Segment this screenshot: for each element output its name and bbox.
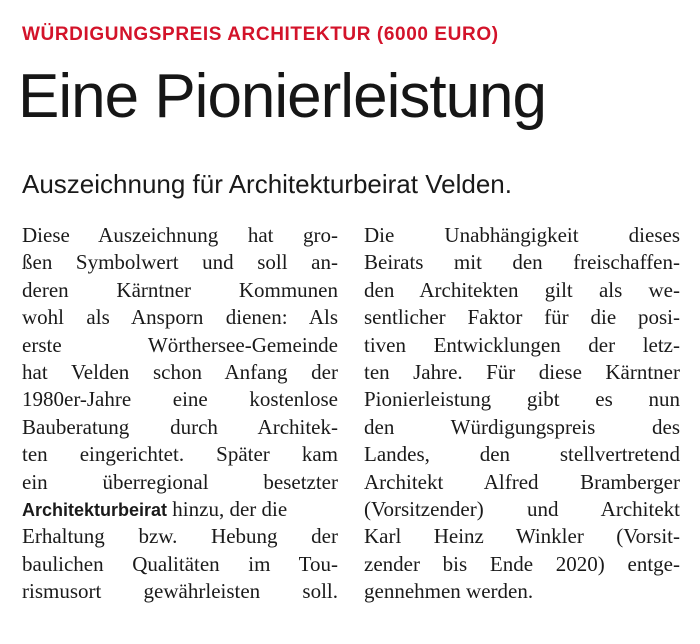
body-line-bold-term xyxy=(22,496,338,523)
bold-line-rest: hinzu, der die xyxy=(167,496,288,521)
body-line: ßen Symbolwert und soll an- xyxy=(22,250,338,275)
body-line: (Vorsitzender) und Architekt xyxy=(364,496,680,521)
body-line: Landes, den stellvertretend xyxy=(364,442,680,467)
body-line: erste Wörthersee-Gemeinde xyxy=(22,332,338,357)
body-line: den Architekten gilt als we- xyxy=(364,277,680,302)
body-column-left xyxy=(22,222,338,605)
body-line: ten Jahre. Für diese Kärntner xyxy=(364,359,680,384)
body-column-right xyxy=(364,222,680,605)
body-line: ten eingerichtet. Später kam xyxy=(22,442,338,467)
headline: Eine Pionierleistung xyxy=(18,62,547,131)
body-line: hat Velden schon Anfang der xyxy=(22,359,338,384)
body-line: den Würdigungspreis des xyxy=(364,414,680,439)
body-line: 1980er-Jahre eine kostenlose xyxy=(22,387,338,412)
body-line: baulichen Qualitäten im Tou- xyxy=(22,551,338,576)
body-line: wohl als Ansporn dienen: Als xyxy=(22,305,338,330)
body-line: zender bis Ende 2020) entge- xyxy=(364,551,680,576)
body-line: Diese Auszeichnung hat gro- xyxy=(22,223,338,247)
body-line: deren Kärntner Kommunen xyxy=(22,277,338,302)
body-line: sentlicher Faktor für die posi- xyxy=(364,305,680,330)
body-line: Erhaltung bzw. Hebung der xyxy=(22,524,338,549)
body-line: tiven Entwicklungen der letz- xyxy=(364,332,680,357)
body-line: Architekt Alfred Bramberger xyxy=(364,469,680,494)
body-line: Bauberatung durch Architek- xyxy=(22,414,338,439)
body-line-last: gennehmen werden. xyxy=(364,579,534,604)
kicker: WÜRDIGUNGSPREIS ARCHITEKTUR (6000 EURO) xyxy=(22,24,499,45)
body-line: rismusort gewährleisten soll. xyxy=(22,579,338,604)
body-line: Die Unabhängigkeit dieses xyxy=(364,223,680,247)
subheadline: Auszeichnung für Architekturbeirat Velden. xyxy=(22,169,512,199)
body-line: Pionierleistung gibt es nun xyxy=(364,387,680,412)
body-line: Beirats mit den freischaffen- xyxy=(364,250,680,275)
bold-term-architekturbeirat: Architekturbeirat xyxy=(22,499,168,520)
body-line: Karl Heinz Winkler (Vorsit- xyxy=(364,524,680,549)
body-line: ein überregional besetzter xyxy=(22,469,338,494)
